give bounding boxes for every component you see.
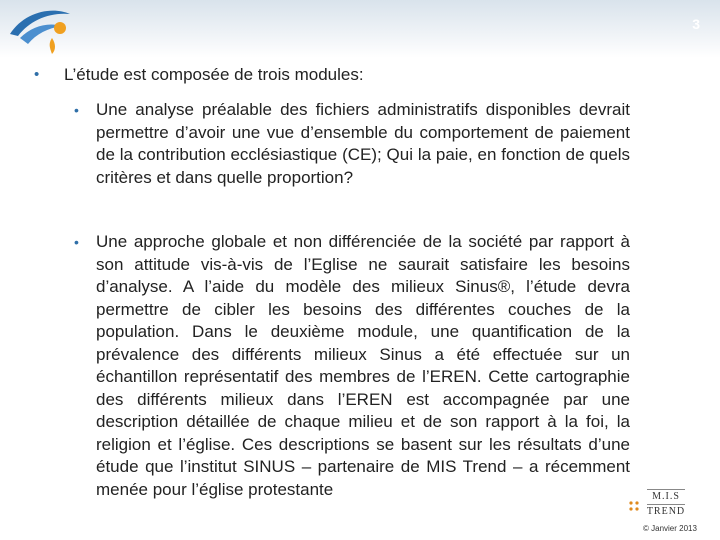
- sub-bullet-2: [74, 231, 630, 501]
- bullet-dot: •: [34, 66, 40, 83]
- logo-text-bottom: TREND: [646, 506, 686, 517]
- header-band: [0, 0, 720, 58]
- swoosh-logo-icon: [4, 4, 74, 56]
- slide-number: 3: [692, 16, 700, 32]
- sub-bullet-2-text: Une approche globale et non différenciée de la société par rapport à son attitude vis-à-vis de l’Eglise ne saurait satisfaire les besoins d’analyse. A l’aide du modèle des milieux Sinus®, l’étude devra permettre de cibler les besoins des différentes couches de la population. Dans le deuxième module, une quantification de la prévalence des différents milieux Sinus a été effectuée sur un échantillon représentatif des membres de l’EREN. Cette cartographie des différents milieux dans l’EREN est accompagnée par une description détaillée de chaque milieu et de son rapport à la foi, la religion et l’église. Ces descriptions se basent sur les résultats d’une étude que l’institut SINUS – partenaire de MIS Trend – a récemment menée pour l’église protestante: [96, 232, 630, 499]
- logo-rule: [647, 504, 685, 505]
- main-bullet: [34, 64, 634, 86]
- mis-trend-logo: [645, 488, 687, 518]
- copyright-text: © Janvier 2013: [643, 524, 697, 533]
- sub-bullet-1-text: Une analyse préalable des fichiers administratifs disponibles devrait permettre d’avoir une vue d’ensemble du comportement de paiement de la contribution ecclésiastique (CE); Qui la paie, en fonction de quels critères et dans quelle proportion?: [96, 100, 630, 187]
- logo-text-top: M.I.S: [652, 491, 680, 502]
- bullet-dot: •: [74, 102, 79, 118]
- bullet-dot: •: [74, 234, 79, 250]
- logo-rule: [647, 489, 685, 490]
- main-bullet-text: L’étude est composée de trois modules:: [64, 65, 364, 84]
- sinus-dots-icon: [628, 500, 640, 512]
- sub-bullet-1: [74, 99, 630, 189]
